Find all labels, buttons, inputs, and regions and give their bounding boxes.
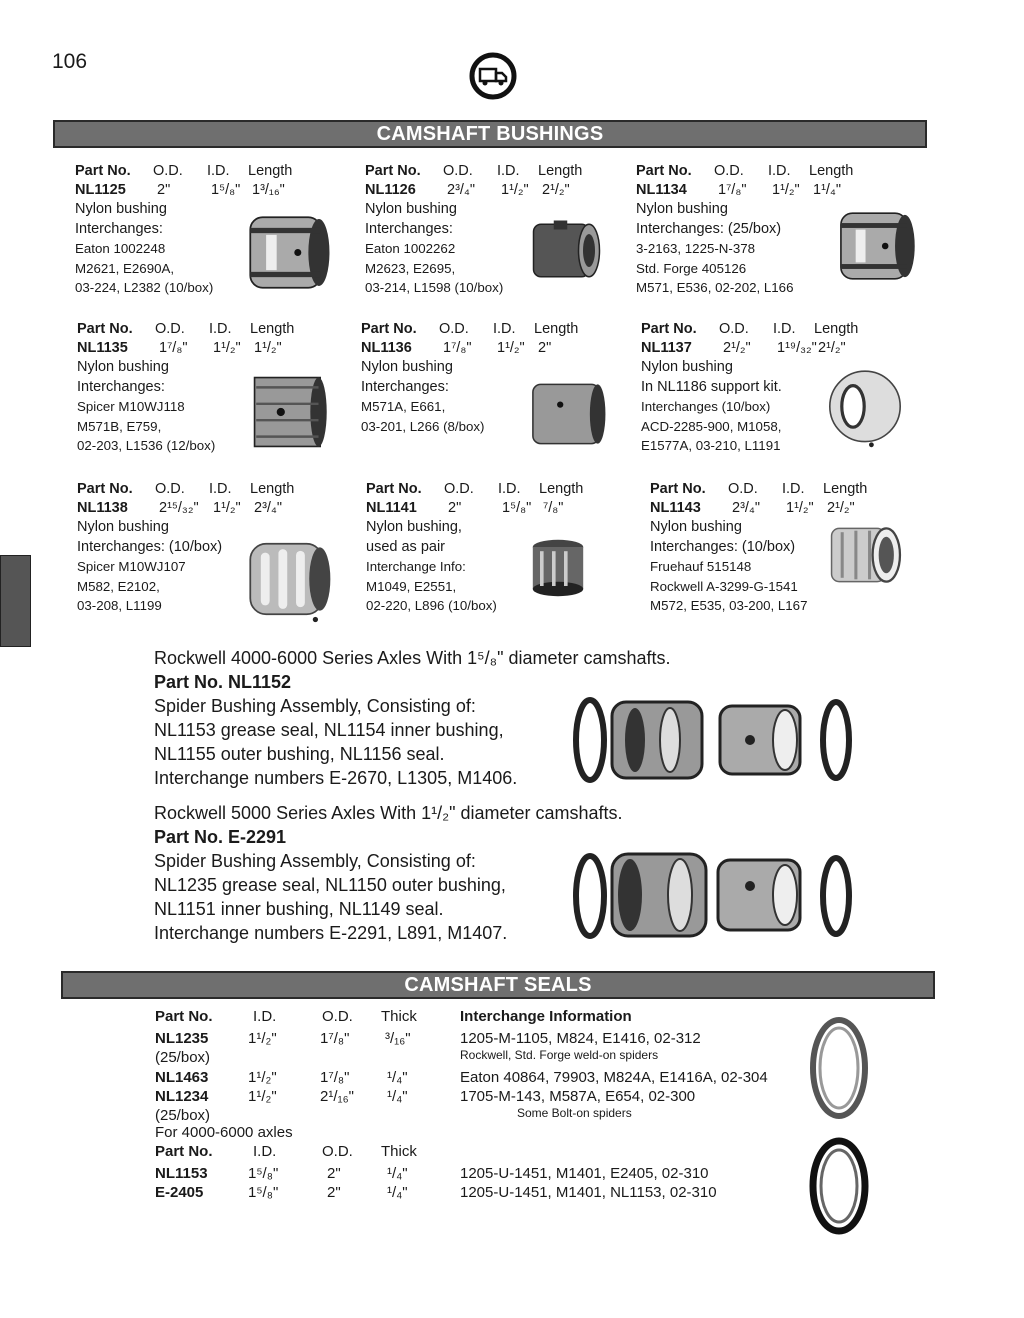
assembly-1-line: Spider Bushing Assembly, Consisting of: bbox=[154, 696, 476, 716]
bushing-values bbox=[75, 181, 285, 200]
seals-header-id: I.D. bbox=[253, 1008, 277, 1025]
bushing-desc-line: Std. Forge 405126 bbox=[636, 260, 747, 276]
bushing-col-header: O.D. bbox=[155, 481, 185, 497]
bushing-part-number: NL1134 bbox=[636, 182, 687, 198]
seal-subnote: Some Bolt-on spiders bbox=[517, 1106, 632, 1120]
assembly-2-image bbox=[570, 848, 860, 943]
bushing-col-header: I.D. bbox=[497, 163, 520, 179]
bushing-desc-line: 03-224, L2382 (10/box) bbox=[75, 280, 214, 295]
seal-id: 1¹/₂" bbox=[248, 1069, 277, 1086]
seal-info: 1705-M-143, M587A, E654, 02-300 bbox=[460, 1088, 696, 1105]
bushing-image bbox=[520, 375, 616, 453]
bushing-len: 2¹/₂" bbox=[827, 500, 855, 516]
bushing-desc-line: M571, E536, 02-202, L166 bbox=[636, 280, 794, 295]
bushing-desc-line: Interchanges: bbox=[365, 220, 453, 237]
seal-info: 1205-U-1451, M1401, NL1153, 02-310 bbox=[460, 1184, 717, 1201]
seal-thick: ¹/₄" bbox=[387, 1165, 408, 1182]
bushing-col-headers bbox=[361, 320, 579, 339]
bushing-image bbox=[245, 205, 333, 300]
bushing-desc-line: E1577A, 03-210, L1191 bbox=[641, 438, 781, 453]
section-title-bushings: CAMSHAFT BUSHINGS bbox=[53, 120, 927, 148]
bushing-image bbox=[245, 530, 333, 628]
bushing-desc-line: Rockwell A-3299-G-1541 bbox=[650, 578, 798, 594]
bushing-desc-line: Interchanges: bbox=[75, 220, 163, 237]
seal-image-1 bbox=[808, 1014, 870, 1122]
bushing-values bbox=[77, 339, 282, 358]
bushing-len: ⁷/₈" bbox=[543, 500, 564, 516]
seal-part: NL1153 bbox=[155, 1165, 208, 1182]
bushing-part-number: NL1135 bbox=[77, 340, 128, 356]
bushing-id: 1¹⁹/₃₂" bbox=[777, 340, 817, 356]
bushing-col-header: Part No. bbox=[366, 481, 422, 497]
bushing-col-header: Part No. bbox=[636, 163, 692, 179]
bushing-desc-line: Interchanges: (10/box) bbox=[77, 538, 223, 555]
bushing-col-headers bbox=[77, 320, 295, 339]
bushing-col-headers bbox=[636, 162, 854, 181]
bushing-desc-line: Nylon bushing bbox=[365, 201, 457, 217]
bushing-desc-line: 02-203, L1536 (12/box) bbox=[77, 438, 216, 453]
seal-od: 1⁷/₈" bbox=[320, 1030, 350, 1047]
section-title-seals: CAMSHAFT SEALS bbox=[61, 971, 935, 999]
bushing-col-header: Length bbox=[534, 321, 579, 337]
bushing-desc-line: Interchanges: (25/box) bbox=[636, 220, 782, 237]
seal-info: 1205-M-1105, M824, E1416, 02-312 bbox=[460, 1030, 701, 1047]
bushing-col-header: Part No. bbox=[650, 481, 706, 497]
bushing-col-header: O.D. bbox=[443, 163, 473, 179]
bushing-image bbox=[528, 522, 588, 614]
bushing-col-header: O.D. bbox=[153, 163, 183, 179]
bushing-desc-line: M2621, E2690A, bbox=[75, 260, 175, 276]
bushing-desc-line: Interchanges (10/box) bbox=[641, 399, 771, 414]
bushing-values bbox=[361, 339, 552, 358]
bushing-part-number: NL1126 bbox=[365, 182, 416, 198]
bushing-col-header: I.D. bbox=[493, 321, 516, 337]
seal-part: NL1235 bbox=[155, 1030, 209, 1047]
bushing-col-headers bbox=[77, 480, 295, 499]
bushing-image bbox=[825, 362, 905, 454]
assembly-2 bbox=[154, 801, 623, 945]
bushing-len: 2³/₄" bbox=[254, 500, 282, 516]
seal-od: 2" bbox=[327, 1165, 341, 1182]
bushing-desc-line: Nylon bushing bbox=[641, 359, 733, 375]
seals-header2-od: O.D. bbox=[322, 1143, 353, 1160]
bushing-image bbox=[248, 367, 330, 457]
bushing-len: 2" bbox=[538, 340, 552, 356]
bushing-col-header: O.D. bbox=[714, 163, 744, 179]
bushing-desc-line: Nylon bushing bbox=[361, 359, 453, 375]
bushing-col-header: Length bbox=[248, 163, 293, 179]
bushing-od: 2" bbox=[448, 500, 462, 516]
bushing-item bbox=[365, 162, 583, 298]
assembly-2-line: NL1151 inner bushing, NL1149 seal. bbox=[154, 899, 444, 919]
bushing-od: 1⁷/₈" bbox=[159, 340, 188, 356]
bushing-part-number: NL1125 bbox=[75, 182, 126, 198]
assembly-1-part: Part No. NL1152 bbox=[154, 672, 292, 692]
bushing-values bbox=[365, 181, 570, 200]
seals-header-od: O.D. bbox=[322, 1008, 353, 1025]
seal-id: 1⁵/₈" bbox=[248, 1165, 279, 1182]
bushing-item bbox=[650, 480, 868, 616]
bushing-desc-line: Fruehauf 515148 bbox=[650, 559, 752, 574]
seals-header2-id: I.D. bbox=[253, 1143, 277, 1160]
assembly-2-line: Spider Bushing Assembly, Consisting of: bbox=[154, 851, 476, 871]
bushing-od: 2³/₄" bbox=[732, 500, 760, 516]
seal-od: 2¹/₁₆" bbox=[320, 1088, 354, 1105]
bushing-values bbox=[636, 181, 841, 200]
bushing-col-header: I.D. bbox=[209, 481, 232, 497]
bushing-id: 1¹/₂" bbox=[497, 340, 525, 356]
bushing-col-headers bbox=[650, 480, 868, 499]
bushing-desc-line: Nylon bushing bbox=[77, 359, 169, 375]
bushing-od: 1⁷/₈" bbox=[718, 182, 747, 198]
seal-part: NL1463 bbox=[155, 1069, 209, 1086]
bushing-part-number: NL1138 bbox=[77, 500, 128, 516]
bushing-od: 2¹⁵/₃₂" bbox=[159, 500, 199, 516]
bushing-item bbox=[75, 162, 293, 298]
bushing-desc-line: 3-2163, 1225-N-378 bbox=[636, 241, 756, 256]
bushing-values bbox=[366, 499, 564, 518]
bushing-len: 1¹/₄" bbox=[813, 182, 841, 198]
bushing-item bbox=[361, 320, 579, 436]
bushing-image bbox=[832, 205, 922, 287]
bushing-desc-line: Spicer M10WJ118 bbox=[77, 399, 185, 414]
bushing-item bbox=[77, 480, 295, 616]
bushing-desc-line: Eaton 1002248 bbox=[75, 241, 166, 256]
bushing-col-header: I.D. bbox=[207, 163, 230, 179]
bushing-item bbox=[366, 480, 584, 616]
seals-header2-thick: Thick bbox=[381, 1143, 417, 1160]
bushing-col-headers bbox=[75, 162, 293, 181]
assembly-2-line: NL1235 grease seal, NL1150 outer bushing, bbox=[154, 875, 506, 895]
bushing-desc-line: 03-214, L1598 (10/box) bbox=[365, 280, 504, 295]
bushing-len: 1¹/₂" bbox=[254, 340, 282, 356]
bushing-col-header: Length bbox=[814, 321, 859, 337]
seals-header2-part: Part No. bbox=[155, 1143, 213, 1160]
assembly-1-line: Interchange numbers E-2670, L1305, M1406. bbox=[154, 768, 518, 788]
bushing-col-headers bbox=[365, 162, 583, 181]
bushing-desc-line: Nylon bushing bbox=[77, 519, 169, 535]
bushing-col-headers bbox=[366, 480, 584, 499]
bushing-desc-line: M2623, E2695, bbox=[365, 260, 456, 276]
bushing-col-header: I.D. bbox=[498, 481, 521, 497]
bushing-col-header: O.D. bbox=[719, 321, 749, 337]
bushing-desc-line: In NL1186 support kit. bbox=[641, 378, 782, 395]
seals-header-info: Interchange Information bbox=[460, 1008, 632, 1025]
bushing-values bbox=[641, 339, 846, 358]
seal-image-2 bbox=[808, 1136, 870, 1236]
bushing-item bbox=[641, 320, 859, 456]
bushing-part-number: NL1137 bbox=[641, 340, 692, 356]
bushing-col-header: Part No. bbox=[361, 321, 417, 337]
bushing-desc-line: ACD-2285-900, M1058, bbox=[641, 418, 782, 434]
bushing-desc-line: Nylon bushing bbox=[636, 201, 728, 217]
assembly-2-line: Interchange numbers E-2291, L891, M1407. bbox=[154, 923, 508, 943]
bushing-values bbox=[77, 499, 282, 518]
bushing-col-header: Length bbox=[539, 481, 584, 497]
bushing-values bbox=[650, 499, 855, 518]
seal-thick: ¹/₄" bbox=[387, 1184, 408, 1201]
bushing-id: 1¹/₂" bbox=[501, 182, 529, 198]
bushing-id: 1⁵/₈" bbox=[211, 182, 241, 198]
bushing-col-header: Length bbox=[823, 481, 868, 497]
bushing-desc-line: 03-208, L1199 bbox=[77, 598, 162, 613]
bushing-col-header: O.D. bbox=[444, 481, 474, 497]
bushing-desc-line: Interchanges: bbox=[77, 378, 165, 395]
bushing-od: 2¹/₂" bbox=[723, 340, 751, 356]
bushing-len: 2¹/₂" bbox=[818, 340, 846, 356]
bushing-desc-line: Spicer M10WJ107 bbox=[77, 559, 186, 574]
seals-header-thick: Thick bbox=[381, 1008, 417, 1025]
seal-thick: ¹/₄" bbox=[387, 1088, 408, 1105]
bushing-desc-line: Interchanges: bbox=[361, 378, 449, 395]
bushing-desc-line: 02-220, L896 (10/box) bbox=[366, 598, 497, 613]
bushing-desc-line: Nylon bushing bbox=[650, 519, 742, 535]
seal-od: 2" bbox=[327, 1184, 341, 1201]
bushing-od: 2" bbox=[157, 182, 171, 198]
bushing-desc-line: Interchange Info: bbox=[366, 559, 466, 574]
seal-id: 1¹/₂" bbox=[248, 1030, 277, 1047]
seal-info: Eaton 40864, 79903, M824A, E1416A, 02-304 bbox=[460, 1069, 768, 1086]
bushing-od: 1⁷/₈" bbox=[443, 340, 472, 356]
assembly-1-line: NL1153 grease seal, NL1154 inner bushing, bbox=[154, 720, 504, 740]
bushing-desc-line: used as pair bbox=[366, 538, 445, 555]
truck-icon bbox=[469, 52, 517, 100]
bushing-part-number: NL1141 bbox=[366, 500, 417, 516]
seal-thick: ³/₁₆" bbox=[385, 1030, 411, 1047]
seal-part: NL1234 bbox=[155, 1088, 209, 1105]
bushing-col-header: Part No. bbox=[75, 163, 131, 179]
bushing-id: 1⁵/₈" bbox=[502, 500, 532, 516]
bushing-item bbox=[636, 162, 854, 298]
bushing-part-number: NL1136 bbox=[361, 340, 412, 356]
seal-id: 1⁵/₈" bbox=[248, 1184, 279, 1201]
bushing-desc-line: 03-201, L266 (8/box) bbox=[361, 418, 485, 434]
bushing-col-header: I.D. bbox=[782, 481, 805, 497]
bushing-desc-line: M1049, E2551, bbox=[366, 578, 457, 594]
bushing-image bbox=[522, 213, 608, 288]
seal-subnote: Rockwell, Std. Forge weld-on spiders bbox=[460, 1048, 659, 1062]
seals-table bbox=[155, 1008, 805, 1208]
bushing-col-header: I.D. bbox=[209, 321, 232, 337]
seal-note: (25/box) bbox=[155, 1107, 211, 1124]
bushing-id: 1¹/₂" bbox=[772, 182, 800, 198]
bushing-od: 2³/₄" bbox=[447, 182, 475, 198]
seal-thick: ¹/₄" bbox=[387, 1069, 408, 1086]
bushing-col-headers bbox=[641, 320, 859, 339]
bushing-col-header: I.D. bbox=[768, 163, 791, 179]
bushing-col-header: Length bbox=[250, 481, 295, 497]
bushing-desc-line: M582, E2102, bbox=[77, 578, 160, 594]
assembly-1-line: NL1155 outer bushing, NL1156 seal. bbox=[154, 744, 445, 764]
bushing-col-header: Part No. bbox=[641, 321, 697, 337]
page-number: 106 bbox=[52, 50, 88, 73]
seal-note: (25/box) bbox=[155, 1049, 211, 1066]
seal-id: 1¹/₂" bbox=[248, 1088, 277, 1105]
bushing-col-header: Length bbox=[809, 163, 854, 179]
section-tab bbox=[0, 555, 31, 647]
bushing-col-header: Part No. bbox=[365, 163, 421, 179]
bushing-col-header: O.D. bbox=[728, 481, 758, 497]
assembly-2-line: Rockwell 5000 Series Axles With 1¹/₂" diameter camshafts. bbox=[154, 803, 623, 823]
bushing-col-header: Part No. bbox=[77, 321, 133, 337]
bushing-desc-line: M571A, E661, bbox=[361, 399, 446, 414]
bushing-desc-line: Eaton 1002262 bbox=[365, 241, 456, 256]
bushing-desc-line: Nylon bushing, bbox=[366, 519, 462, 535]
bushing-image bbox=[820, 517, 910, 593]
seals-section2-title: For 4000-6000 axles bbox=[155, 1124, 293, 1141]
bushing-desc-line: M572, E535, 03-200, L167 bbox=[650, 598, 808, 613]
bushing-len: 2¹/₂" bbox=[542, 182, 570, 198]
bushing-id: 1¹/₂" bbox=[213, 500, 241, 516]
bushing-id: 1¹/₂" bbox=[213, 340, 241, 356]
seals-header-part: Part No. bbox=[155, 1008, 213, 1025]
bushing-col-header: Length bbox=[250, 321, 295, 337]
bushing-desc-line: Nylon bushing bbox=[75, 201, 167, 217]
bushing-len: 1³/₁₆" bbox=[252, 182, 285, 198]
bushing-col-header: I.D. bbox=[773, 321, 796, 337]
bushing-col-header: O.D. bbox=[439, 321, 469, 337]
assembly-2-part: Part No. E-2291 bbox=[154, 827, 287, 847]
bushing-item bbox=[77, 320, 295, 456]
seal-info: 1205-U-1451, M1401, E2405, 02-310 bbox=[460, 1165, 709, 1182]
bushing-col-header: O.D. bbox=[155, 321, 185, 337]
assembly-1-line: Rockwell 4000-6000 Series Axles With 1⁵/₈" diameter camshafts. bbox=[154, 648, 671, 668]
bushing-desc-line: M571B, E759, bbox=[77, 418, 162, 434]
bushing-desc-line: Interchanges: (10/box) bbox=[650, 538, 796, 555]
seal-od: 1⁷/₈" bbox=[320, 1069, 350, 1086]
seal-part: E-2405 bbox=[155, 1184, 204, 1201]
bushing-col-header: Part No. bbox=[77, 481, 133, 497]
bushing-id: 1¹/₂" bbox=[786, 500, 814, 516]
assembly-1-image bbox=[570, 692, 860, 787]
bushing-part-number: NL1143 bbox=[650, 500, 701, 516]
bushing-col-header: Length bbox=[538, 163, 583, 179]
